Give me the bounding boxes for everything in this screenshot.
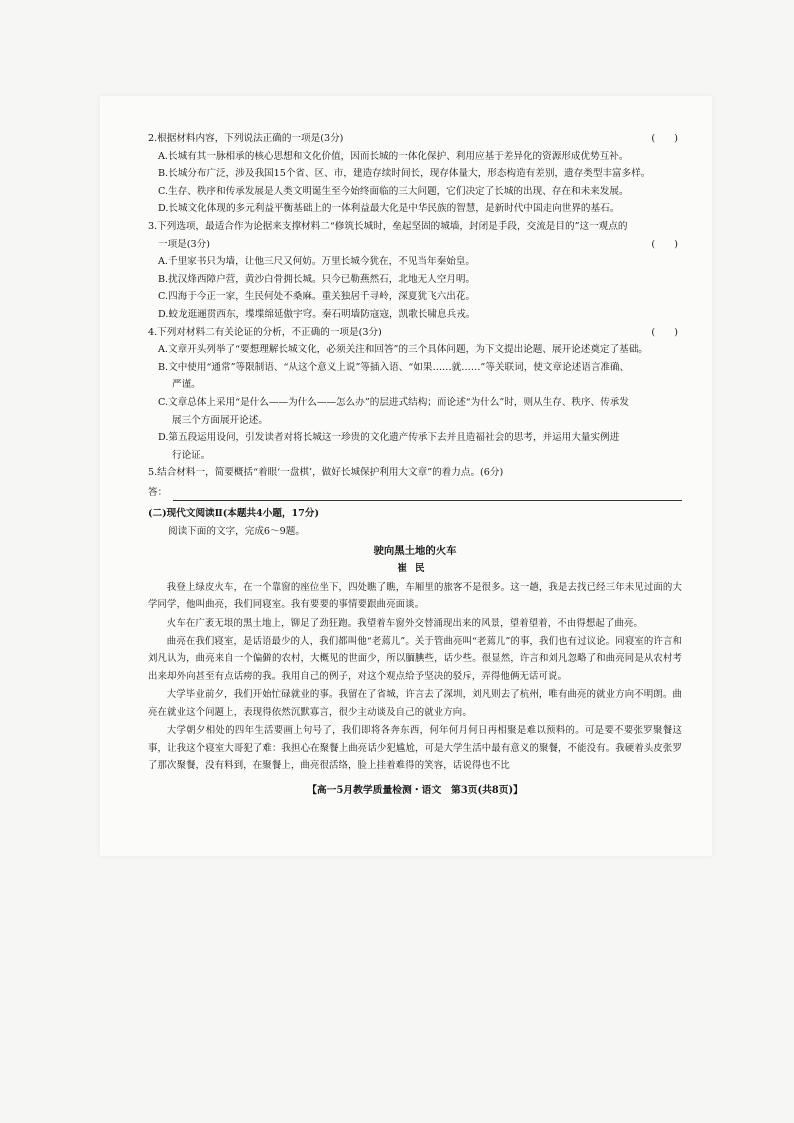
option-a: A.文章开头列举了“要想理解长城文化，必须关注和回答”的三个具体问题，为下文提出论题、展开论述奠定了基础。	[158, 344, 648, 356]
page-content	[148, 130, 682, 800]
article-title: 驶向黑土地的火车	[373, 544, 457, 557]
option-a: A.千里家书只为墙，让他三尺又何妨。万里长城今犹在，不见当年秦始皇。	[158, 256, 475, 268]
option-b: B.扰汉烽西障户营，黄沙白骨拥长城。只今已勒燕然石，北地无人空月明。	[158, 273, 476, 285]
question-3	[148, 218, 682, 324]
section-heading: (二)现代文阅读Ⅱ(本题共4小题，17分)	[148, 508, 319, 520]
exam-page	[100, 96, 712, 856]
option-c: C.文章总体上采用“是什么——为什么——怎么办”的层进式结构；而论述“为什么”时，则从生存、秩序、传承发	[158, 396, 629, 408]
option-c-cont: 展三个方面展开论述。	[172, 414, 268, 426]
article-paragraph: 大学毕业前夕，我们开始忙碌就业的事。我留在了省城，许言去了深圳，刘凡则去了杭州，唯有曲亮的就业方向不明朗。曲亮在就业这个问题上，表现得依然沉默寡言，很少主动谈及自己的就业方向。	[148, 689, 682, 718]
option-c: C.四海于今正一家，生民何处不桑麻。重关独居千寻岭，深夏犹飞六出花。	[158, 291, 476, 303]
answer-rule[interactable]	[173, 489, 682, 501]
question-2	[148, 130, 682, 218]
question-2-stem: 2.根据材料内容，下列说法正确的一项是(3分)	[148, 133, 344, 144]
option-b: B.文中使用“通常”等限制语、“从这个意义上说”等插入语、“如果……就……”等关联词，使文章论述语言准确、	[158, 361, 630, 373]
question-3-stem: 3.下列选项，最适合作为论据来支撑材料二“修筑长城时，垒起坚固的城墙，封闭是手段，交流是目的”这一观点的	[148, 220, 628, 232]
option-d: D.蛟龙逛逦贯西东，堞堞绵延傲宇穹。秦石明墙防寇寇，凯歌长啸息兵戎。	[158, 308, 476, 320]
article-author: 崔民	[397, 563, 433, 575]
option-d: D.长城文化体现的多元利益平衡基础上的一体利益最大化是中华民族的智慧，是新时代中国走向世界的基石。	[158, 203, 620, 215]
question-3-stem-cont: 一项是(3分)	[158, 238, 210, 250]
option-d: D.第五段运用设问，引发读者对将长城这一珍贵的文化遗产传承下去并且造福社会的思考，并运用大量实例进	[158, 432, 620, 444]
section-instruction: 阅读下面的文字，完成6～9题。	[168, 526, 305, 538]
article-paragraph: 火车在广袤无垠的黑土地上，铆足了劲狂跑。我望着车窗外交替涌现出来的风景，望着望着，不由得想起了曲亮。	[166, 617, 644, 629]
article-paragraph: 我登上绿皮火车，在一个靠窗的座位坐下，四处瞧了瞧，车厢里的旅客不是很多。这一趟，我是去找已经三年未见过面的大学同学，他叫曲亮，我们同寝室。我有要要的事情要跟曲亮面谈。	[148, 581, 682, 611]
answer-label: 答：	[148, 486, 168, 498]
question-5	[148, 464, 682, 501]
article-paragraph: 大学朝夕相处的四年生活要画上句号了，我们即将各奔东西，何年何月何日再相聚是难以预料的。可是要不要张罗聚餐这事，让我这个寝室大哥犯了难：我担心在聚餐上曲亮话少犯尴尬，可是大学生活中最有意义的聚餐，不能没有。我硬着头皮张罗了那次聚餐，没有料到，在聚餐上，曲亮很活络，脸上挂着难得的笑容，话说得也不比	[148, 725, 682, 771]
option-d-cont: 行论证。	[172, 449, 211, 461]
question-5-stem: 5.结合材料一，简要概括“着眼‘一盘棋’，做好长城保护利用大文章”的着力点。(6分)	[148, 467, 504, 479]
answer-paren: ( )	[651, 326, 678, 338]
option-c: C.生存、秩序和传承发展是人类文明诞生至今始终面临的三大问题，它们决定了长城的出现、存在和未来发展。	[158, 185, 629, 197]
page-footer: 【高一5月教学质量检测・语文 第3页(共8页)】	[307, 785, 523, 797]
article-paragraph: 曲亮在我们寝室，是话语最少的人，我们都叫他“老蔫儿”。关于管曲亮叫“老蔫儿”的事，我们也有过议论。同寝室的许言和刘凡认为，曲亮来自一个偏僻的农村，大概见的世面少，所以腼腆些，话少些。很显然，许言和刘凡忽略了和曲亮同是从农村考出来却外向甚至有点话痨的我。我用自己的例子，对这个观点给予坚决的驳斥，弄得他俩无话可说。	[148, 636, 682, 682]
question-4	[148, 324, 682, 465]
answer-line[interactable]	[148, 484, 682, 502]
question-4-stem: 4.下列对材料二有关论证的分析，不正确的一项是(3分)	[148, 326, 382, 338]
answer-paren: ( )	[651, 133, 678, 144]
option-a: A.长城有其一脉相承的核心思想和文化价值，因而长城的一体化保护、利用应基于差异化的资源形成优势互补。	[158, 150, 629, 162]
section-2	[148, 505, 682, 774]
option-b: B.长城分布广泛，涉及我国15个省、区、市，建造存续时间长，现存体量大，形态构造有差别，遗存类型丰富多样。	[158, 168, 651, 180]
answer-paren: ( )	[651, 238, 678, 250]
option-b-cont: 严谨。	[172, 379, 201, 391]
